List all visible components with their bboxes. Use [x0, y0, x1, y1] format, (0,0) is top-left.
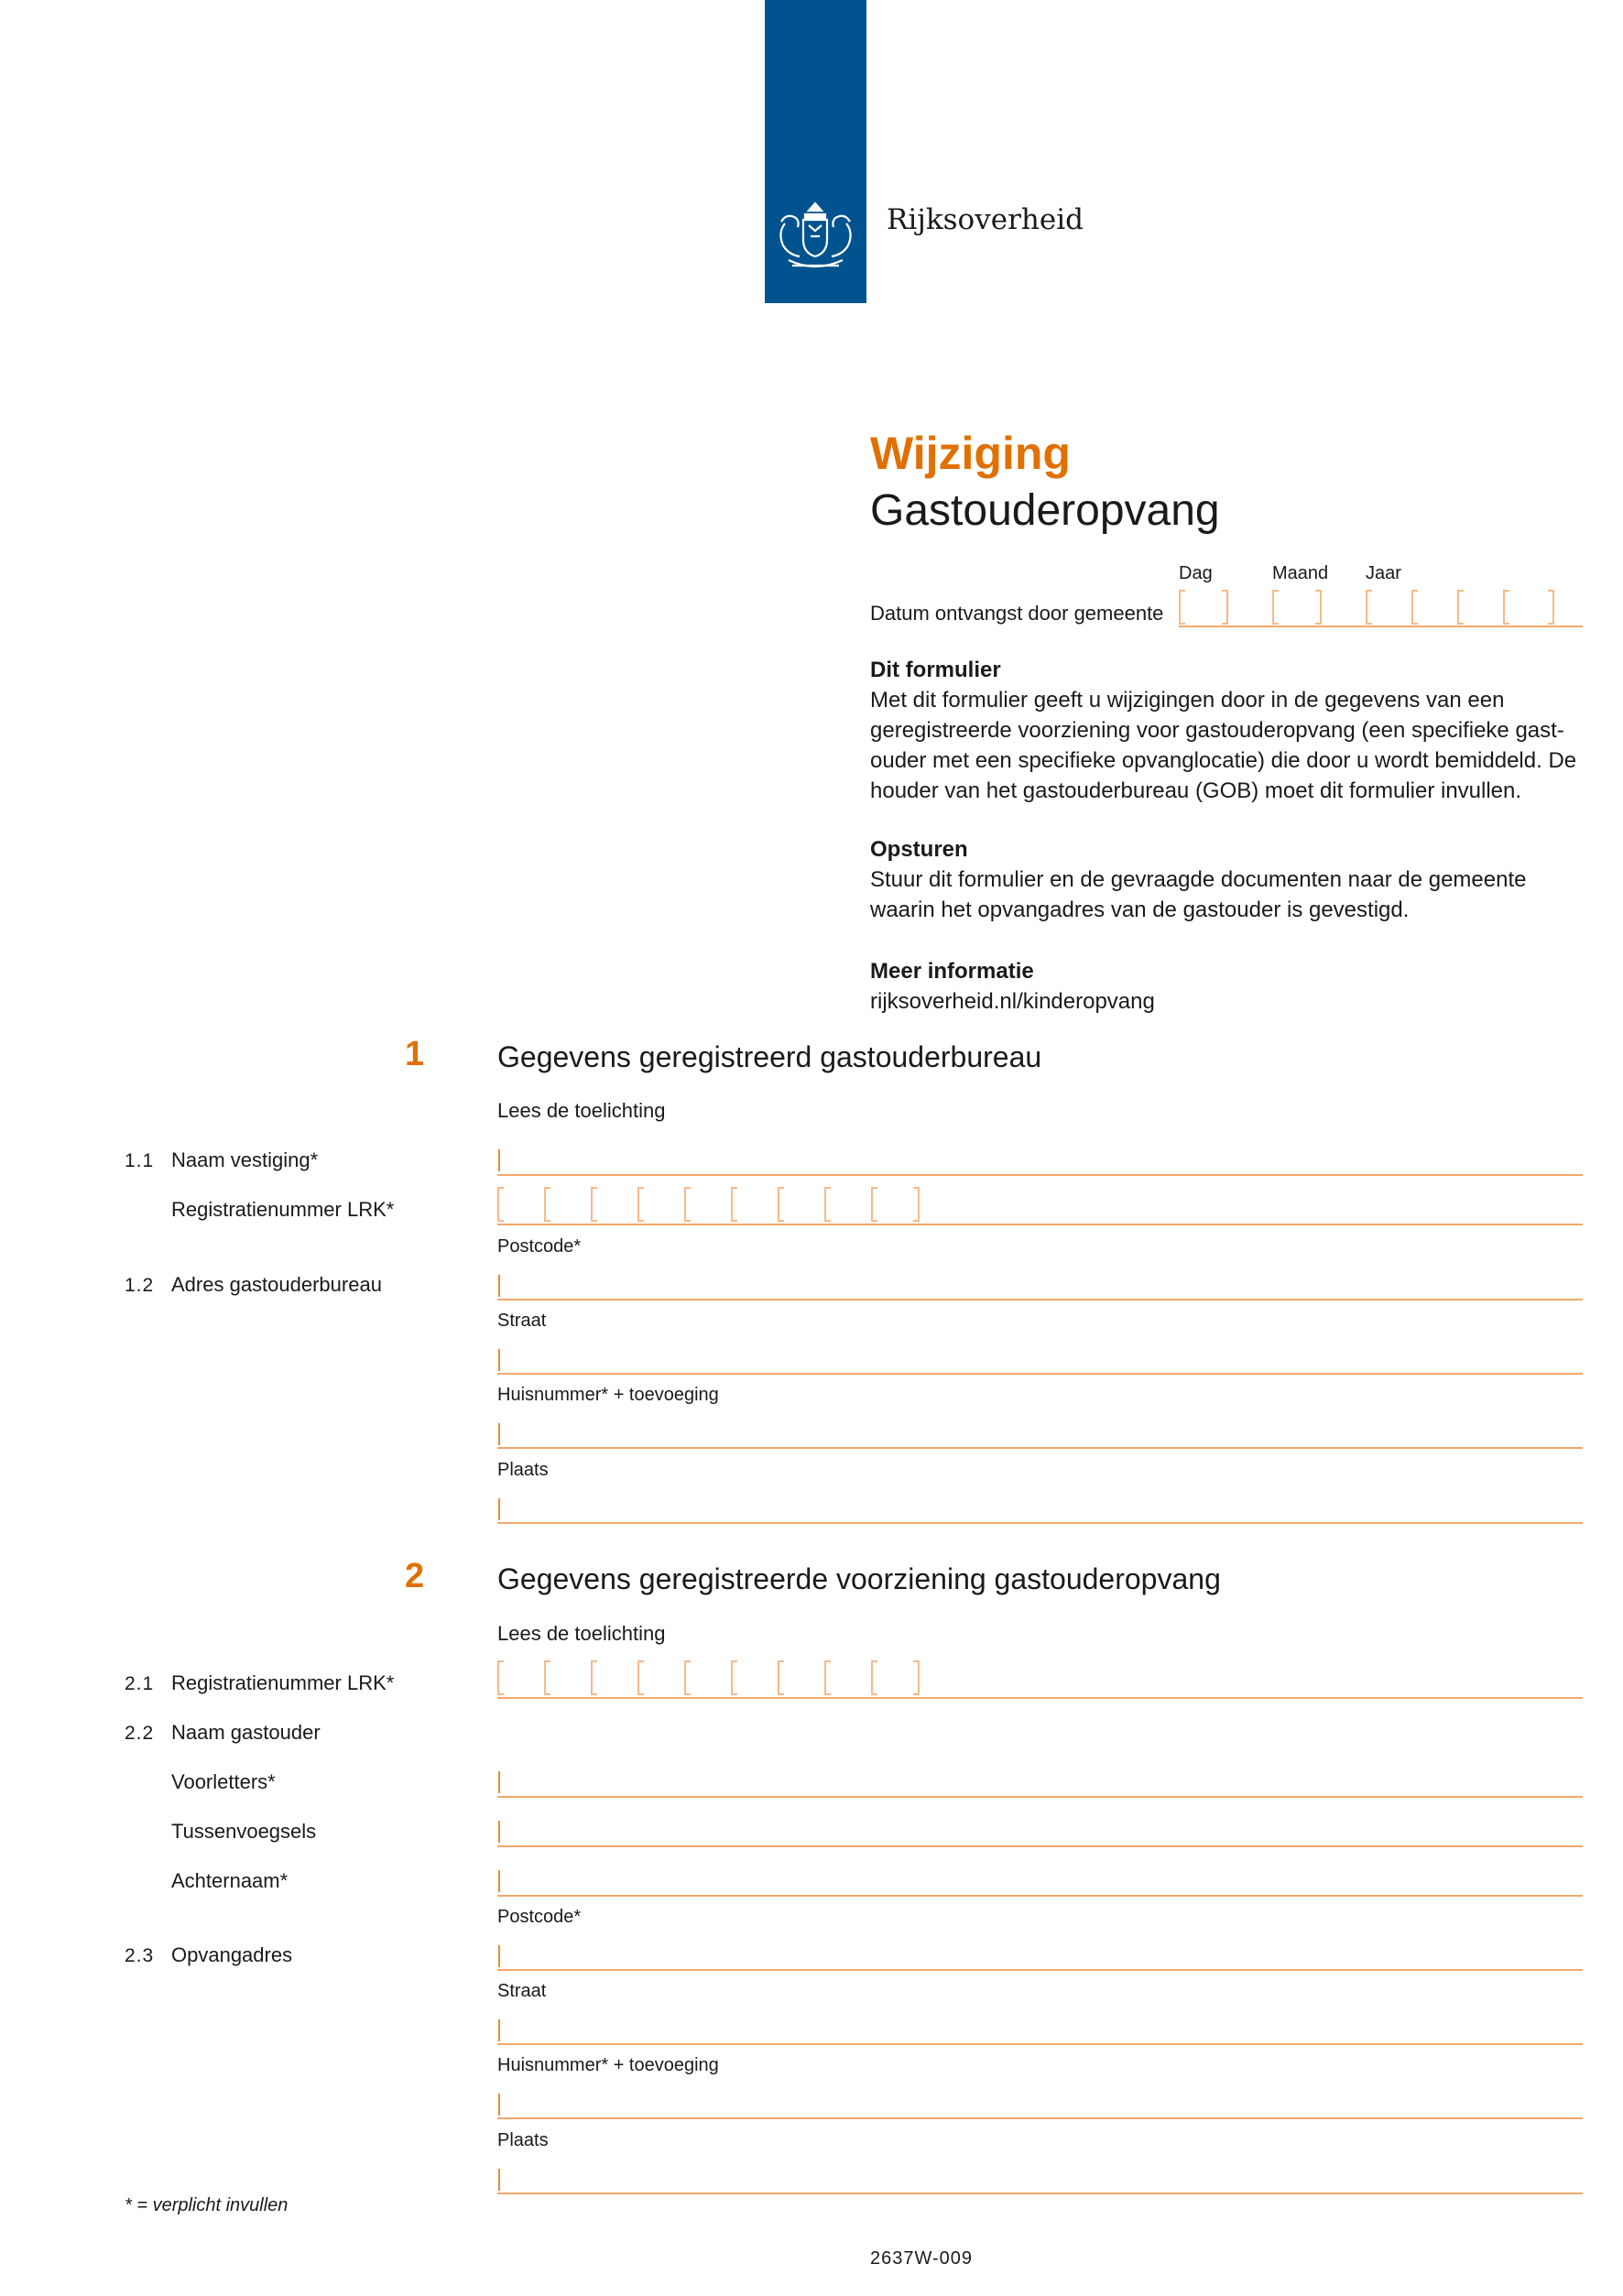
- required-footnote: * = verplicht invullen: [125, 2195, 289, 2215]
- q-1-1-lrk-label: Registratienummer LRK*: [171, 1198, 395, 1221]
- s1-house-label: Huisnummer* + toevoeging: [497, 1385, 719, 1405]
- s1-street-label: Straat: [497, 1311, 547, 1331]
- q-2-2-label: Naam gastouder: [171, 1721, 321, 1744]
- form-code: 2637W-009: [870, 2248, 974, 2269]
- q-2-2-number: 2.2: [125, 1723, 155, 1744]
- section-2-number: 2: [405, 1557, 425, 1595]
- s2-house-label: Huisnummer* + toevoeging: [497, 2055, 719, 2075]
- form-subtitle: Gastouderopvang: [870, 486, 1220, 535]
- section-1-number: 1: [405, 1035, 425, 1073]
- q-1-2-label: Adres gastouderbureau: [171, 1273, 382, 1296]
- prefix-label: Tussenvoegsels: [171, 1820, 317, 1843]
- section-1-hint: Lees de toelichting: [497, 1099, 666, 1122]
- q-1-2-number: 1.2: [125, 1275, 155, 1296]
- intro-send-heading: Opsturen: [870, 837, 968, 862]
- section-1-title: Gegevens geregistreerd gastouderbureau: [497, 1040, 1042, 1073]
- form-title: Wijziging: [870, 428, 1071, 479]
- q-2-1-number: 2.1: [125, 1673, 155, 1694]
- s2-street-label: Straat: [497, 1981, 547, 2001]
- surname-label: Achternaam*: [171, 1869, 289, 1892]
- initials-label: Voorletters*: [171, 1770, 276, 1793]
- q-1-1-label: Naam vestiging*: [171, 1148, 319, 1171]
- intro-send-text: Stuur dit formulier en de gevraagde documenten naar de gemeente waarin het opvangadres van de gastouder is gevestigd.: [870, 867, 1527, 922]
- s1-city-label: Plaats: [497, 1460, 549, 1480]
- intro-info-heading: Meer informatie: [870, 959, 1034, 984]
- year-label: Jaar: [1366, 563, 1401, 583]
- q-1-1-number: 1.1: [125, 1150, 155, 1171]
- q-2-3-number: 2.3: [125, 1945, 155, 1966]
- s2-postcode-label: Postcode*: [497, 1907, 582, 1927]
- intro-form-heading: Dit formulier: [870, 658, 1001, 682]
- receipt-date-label: Datum ontvangst door gemeente: [870, 602, 1164, 625]
- section-2-title: Gegevens geregistreerde voorziening gastouderopvang: [497, 1562, 1221, 1595]
- q-2-3-label: Opvangadres: [171, 1943, 293, 1966]
- intro-form-text: Met dit formulier geeft u wijzigingen door in de gegevens van een geregistreerde voorziening voor gastouderopvang (een specifieke gast-ouder met een specifieke opvanglocatie) die door u wordt bemiddeld. De houder van het gastouderbureau (GOB) moet dit formulier invullen.: [870, 688, 1577, 803]
- intro-info-link[interactable]: rijksoverheid.nl/kinderopvang: [870, 989, 1155, 1014]
- s1-postcode-label: Postcode*: [497, 1236, 582, 1257]
- section-2-hint: Lees de toelichting: [497, 1622, 666, 1645]
- coat-of-arms-icon: [772, 196, 859, 278]
- org-name: Rijksoverheid: [887, 203, 1084, 236]
- day-label: Dag: [1179, 563, 1213, 583]
- s2-city-label: Plaats: [497, 2130, 549, 2150]
- month-label: Maand: [1272, 563, 1329, 583]
- q-2-1-label: Registratienummer LRK*: [171, 1671, 395, 1694]
